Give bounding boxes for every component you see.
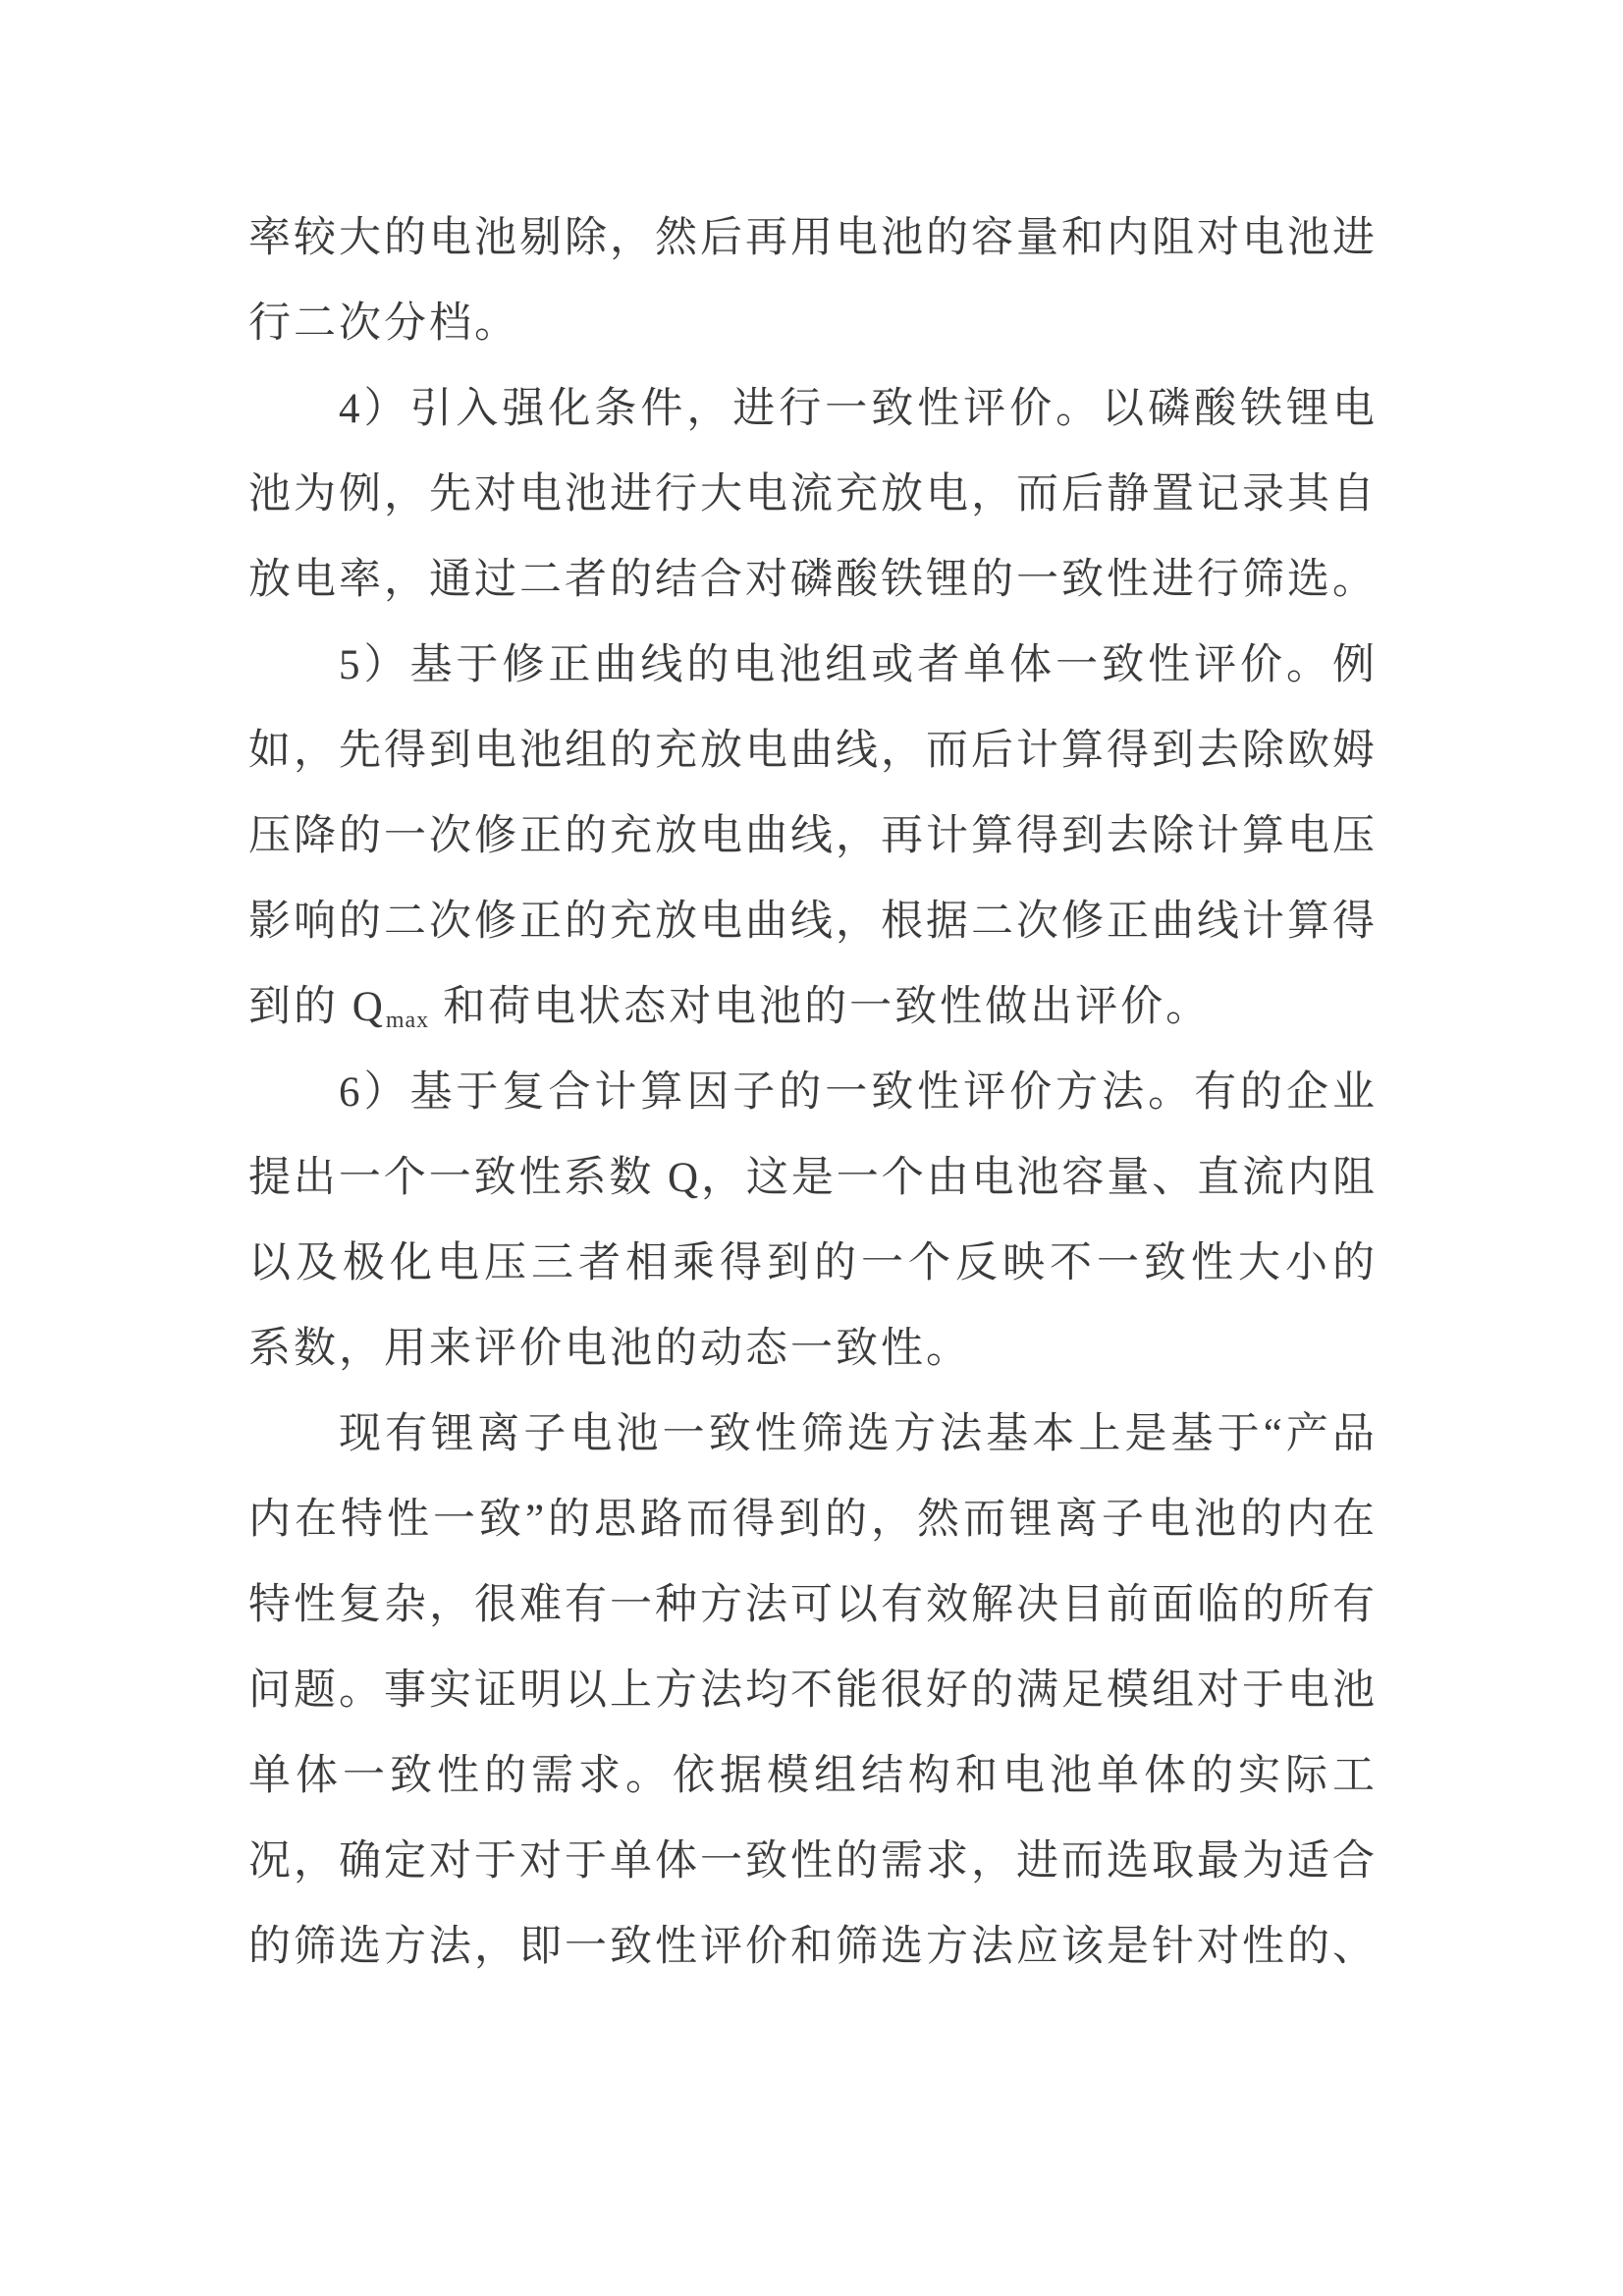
- text-line: 如，先得到电池组的充放电曲线，而后计算得到去除欧姆: [248, 728, 1375, 774]
- text-line: 现有锂离子电池一致性筛选方法基本上是基于“产品: [339, 1411, 1375, 1457]
- text-line: 况，确定对于对于单体一致性的需求，进而选取最为适合: [248, 1838, 1375, 1885]
- text-line: 池为例，先对电池进行大电流充放电，而后静置记录其自: [248, 471, 1375, 518]
- text-line: 问题。事实证明以上方法均不能很好的满足模组对于电池: [248, 1667, 1375, 1714]
- text-block: [248, 195, 1375, 1990]
- text-line: 内在特性一致”的思路而得到的，然而锂离子电池的内在: [248, 1497, 1375, 1543]
- text-line: 放电率，通过二者的结合对磷酸铁锂的一致性进行筛选。: [248, 557, 1375, 603]
- text-line: 的筛选方法，即一致性评价和筛选方法应该是针对性的、: [248, 1924, 1375, 1970]
- text-line: 单体一致性的需求。依据模组结构和电池单体的实际工: [248, 1753, 1375, 1799]
- qmax-post-text: 和荷电状态对电池的一致性做出评价。: [443, 984, 1212, 1030]
- text-line: 5）基于修正曲线的电池组或者单体一致性评价。例: [339, 642, 1375, 688]
- text-line: 6）基于复合计算因子的一致性评价方法。有的企业: [339, 1069, 1375, 1116]
- text-line: 压降的一次修正的充放电曲线，再计算得到去除计算电压: [248, 813, 1375, 859]
- qmax-subscript: max: [385, 1008, 430, 1033]
- text-line-qmax: [248, 964, 1375, 1050]
- text-line: 行二次分档。: [248, 301, 519, 347]
- text-line: 率较大的电池剔除，然后再用电池的容量和内阻对电池进: [248, 215, 1375, 261]
- text-line: 影响的二次修正的充放电曲线，根据二次修正曲线计算得: [248, 899, 1375, 945]
- text-line: 提出一个一致性系数 Q，这是一个由电池容量、直流内阻: [248, 1155, 1375, 1201]
- text-line: 系数，用来评价电池的动态一致性。: [248, 1326, 971, 1372]
- text-line: 4）引入强化条件，进行一致性评价。以磷酸铁锂电: [339, 386, 1375, 432]
- text-line: 以及极化电压三者相乘得到的一个反映不一致性大小的: [248, 1240, 1375, 1286]
- qmax-pre-text: 到的 Q: [248, 984, 386, 1030]
- text-line: 特性复杂，很难有一种方法可以有效解决目前面临的所有: [248, 1582, 1375, 1628]
